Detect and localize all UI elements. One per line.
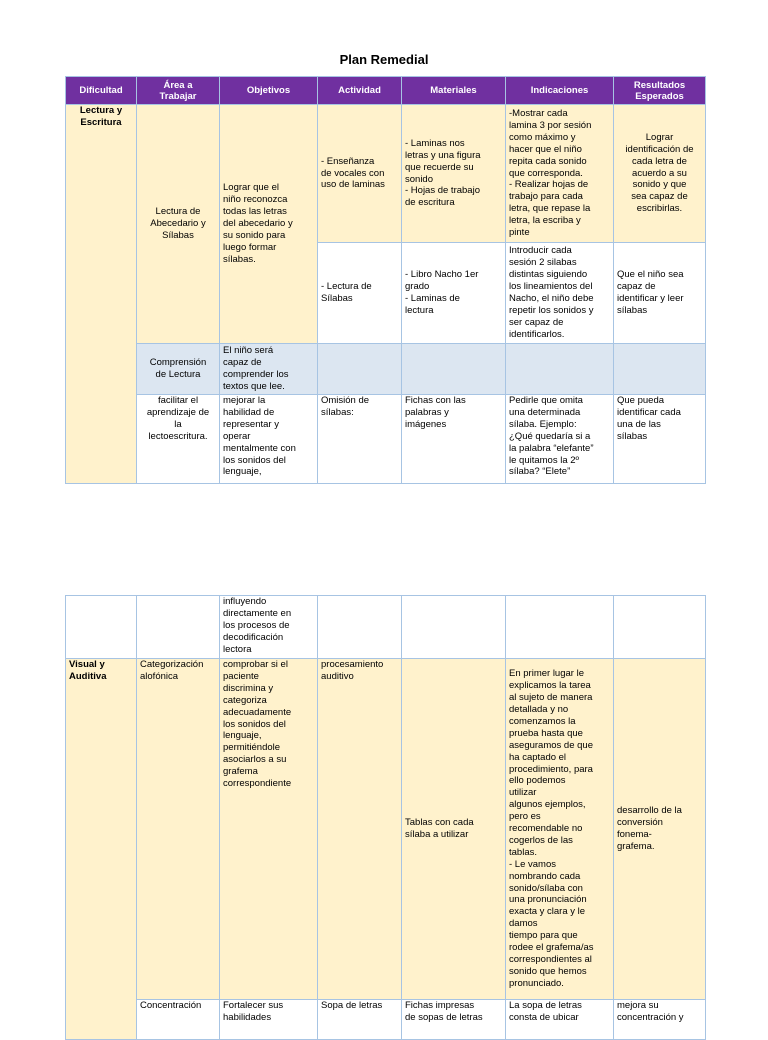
header-actividad: Actividad xyxy=(318,77,402,105)
plan-table xyxy=(65,76,706,484)
cell-materiales: Tablas con cada sílaba a utilizar xyxy=(402,659,506,1000)
cell-materiales: Fichas impresas de sopas de letras xyxy=(402,1000,506,1040)
cell-area xyxy=(137,596,220,659)
cell-dificultad: Lectura y Escritura xyxy=(66,105,137,484)
cell-actividad xyxy=(318,344,402,395)
cell-indicaciones xyxy=(506,596,614,659)
cell-indicaciones: Introducir cada sesión 2 silabas distintas siguiendo los lineamientos del Nacho, el niño debe repetir los sonidos y ser capaz de identificarlos. xyxy=(506,243,614,344)
cell-dificultad: Visual y Auditiva xyxy=(66,659,137,1040)
cell-indicaciones: -Mostrar cada lamina 3 por sesión como máximo y hacer que el niño repita cada sonido que corresponda. - Realizar hojas de trabajo para cada letra, que repase la letra, la escriba y pinte xyxy=(506,105,614,243)
header-indicaciones: Indicaciones xyxy=(506,77,614,105)
cell-materiales xyxy=(402,596,506,659)
cell-actividad xyxy=(318,596,402,659)
cell-objetivos: comprobar si el paciente discrimina y categoriza adecuadamente los sonidos del lenguaje, permitiéndole asociarlos a su grafema correspondiente xyxy=(220,659,318,1000)
cell-actividad: - Enseñanza de vocales con uso de laminas xyxy=(318,105,402,243)
cell-actividad: - Lectura de Sílabas xyxy=(318,243,402,344)
cell-objetivos: El niño será capaz de comprender los textos que lee. xyxy=(220,344,318,395)
cell-dificultad xyxy=(66,596,137,659)
cell-indicaciones: Pedirle que omita una determinada sílaba. Ejemplo: ¿Qué quedaría si a la palabra “elefante” le quitamos la 2º sílaba? “Elete” xyxy=(506,395,614,484)
cell-area: Concentración xyxy=(137,1000,220,1040)
cell-indicaciones: La sopa de letras consta de ubicar xyxy=(506,1000,614,1040)
header-area: Área a Trabajar xyxy=(137,77,220,105)
cell-resultados: mejora su concentración y xyxy=(614,1000,706,1040)
cell-actividad: procesamiento auditivo xyxy=(318,659,402,1000)
cell-area: facilitar el aprendizaje de la lectoescritura. xyxy=(137,395,220,484)
cell-area: Comprensión de Lectura xyxy=(137,344,220,395)
table-row xyxy=(66,395,706,484)
cell-indicaciones xyxy=(506,344,614,395)
table-row xyxy=(66,344,706,395)
cell-resultados xyxy=(614,596,706,659)
cell-objetivos: Fortalecer sus habilidades xyxy=(220,1000,318,1040)
cell-resultados xyxy=(614,344,706,395)
cell-objetivos: Lograr que el niño reconozca todas las letras del abecedario y su sonido para luego formar sílabas. xyxy=(220,105,318,344)
cell-actividad: Sopa de letras xyxy=(318,1000,402,1040)
cell-materiales: Fichas con las palabras y imágenes xyxy=(402,395,506,484)
cell-resultados: Que el niño sea capaz de identificar y leer sílabas xyxy=(614,243,706,344)
cell-area: Categorización alofónica xyxy=(137,659,220,1000)
plan-table-continued xyxy=(65,595,706,1040)
header-materiales: Materiales xyxy=(402,77,506,105)
header-objetivos: Objetivos xyxy=(220,77,318,105)
table-row xyxy=(66,659,706,1000)
header-resultados: Resultados Esperados xyxy=(614,77,706,105)
cell-materiales: - Libro Nacho 1er grado - Laminas de lectura xyxy=(402,243,506,344)
cell-materiales xyxy=(402,344,506,395)
header-dificultad: Dificultad xyxy=(66,77,137,105)
table-row xyxy=(66,105,706,243)
table-header-row xyxy=(66,77,706,105)
cell-resultados: Que pueda identificar cada una de las sílabas xyxy=(614,395,706,484)
cell-materiales: - Laminas nos letras y una figura que recuerde su sonido - Hojas de trabajo de escritura xyxy=(402,105,506,243)
cell-objetivos: mejorar la habilidad de representar y operar mentalmente con los sonidos del lenguaje, xyxy=(220,395,318,484)
table-row xyxy=(66,1000,706,1040)
cell-objetivos: influyendo directamente en los procesos de decodificación lectora xyxy=(220,596,318,659)
cell-indicaciones: En primer lugar le explicamos la tarea al sujeto de manera detallada y no comenzamos la prueba hasta que aseguramos de que ha captado el procedimiento, para ello podemos utilizar algunos ejemplos, pero es recomendable no cogerlos de las tablas. - Le vamos nombrando cada sonido/sílaba con una pronunciación exacta y clara y le damos tiempo para que rodee el grafema/as correspondientes al sonido que hemos pronunciado. xyxy=(506,659,614,1000)
cell-resultados: desarrollo de la conversión fonema- grafema. xyxy=(614,659,706,1000)
page-title: Plan Remedial xyxy=(339,52,429,67)
cell-area: Lectura de Abecedario y Sílabas xyxy=(137,105,220,344)
cell-resultados: Lograr identificación de cada letra de acuerdo a su sonido y que sea capaz de escribirlas. xyxy=(614,105,706,243)
cell-actividad: Omisión de sílabas: xyxy=(318,395,402,484)
table-row xyxy=(66,596,706,659)
